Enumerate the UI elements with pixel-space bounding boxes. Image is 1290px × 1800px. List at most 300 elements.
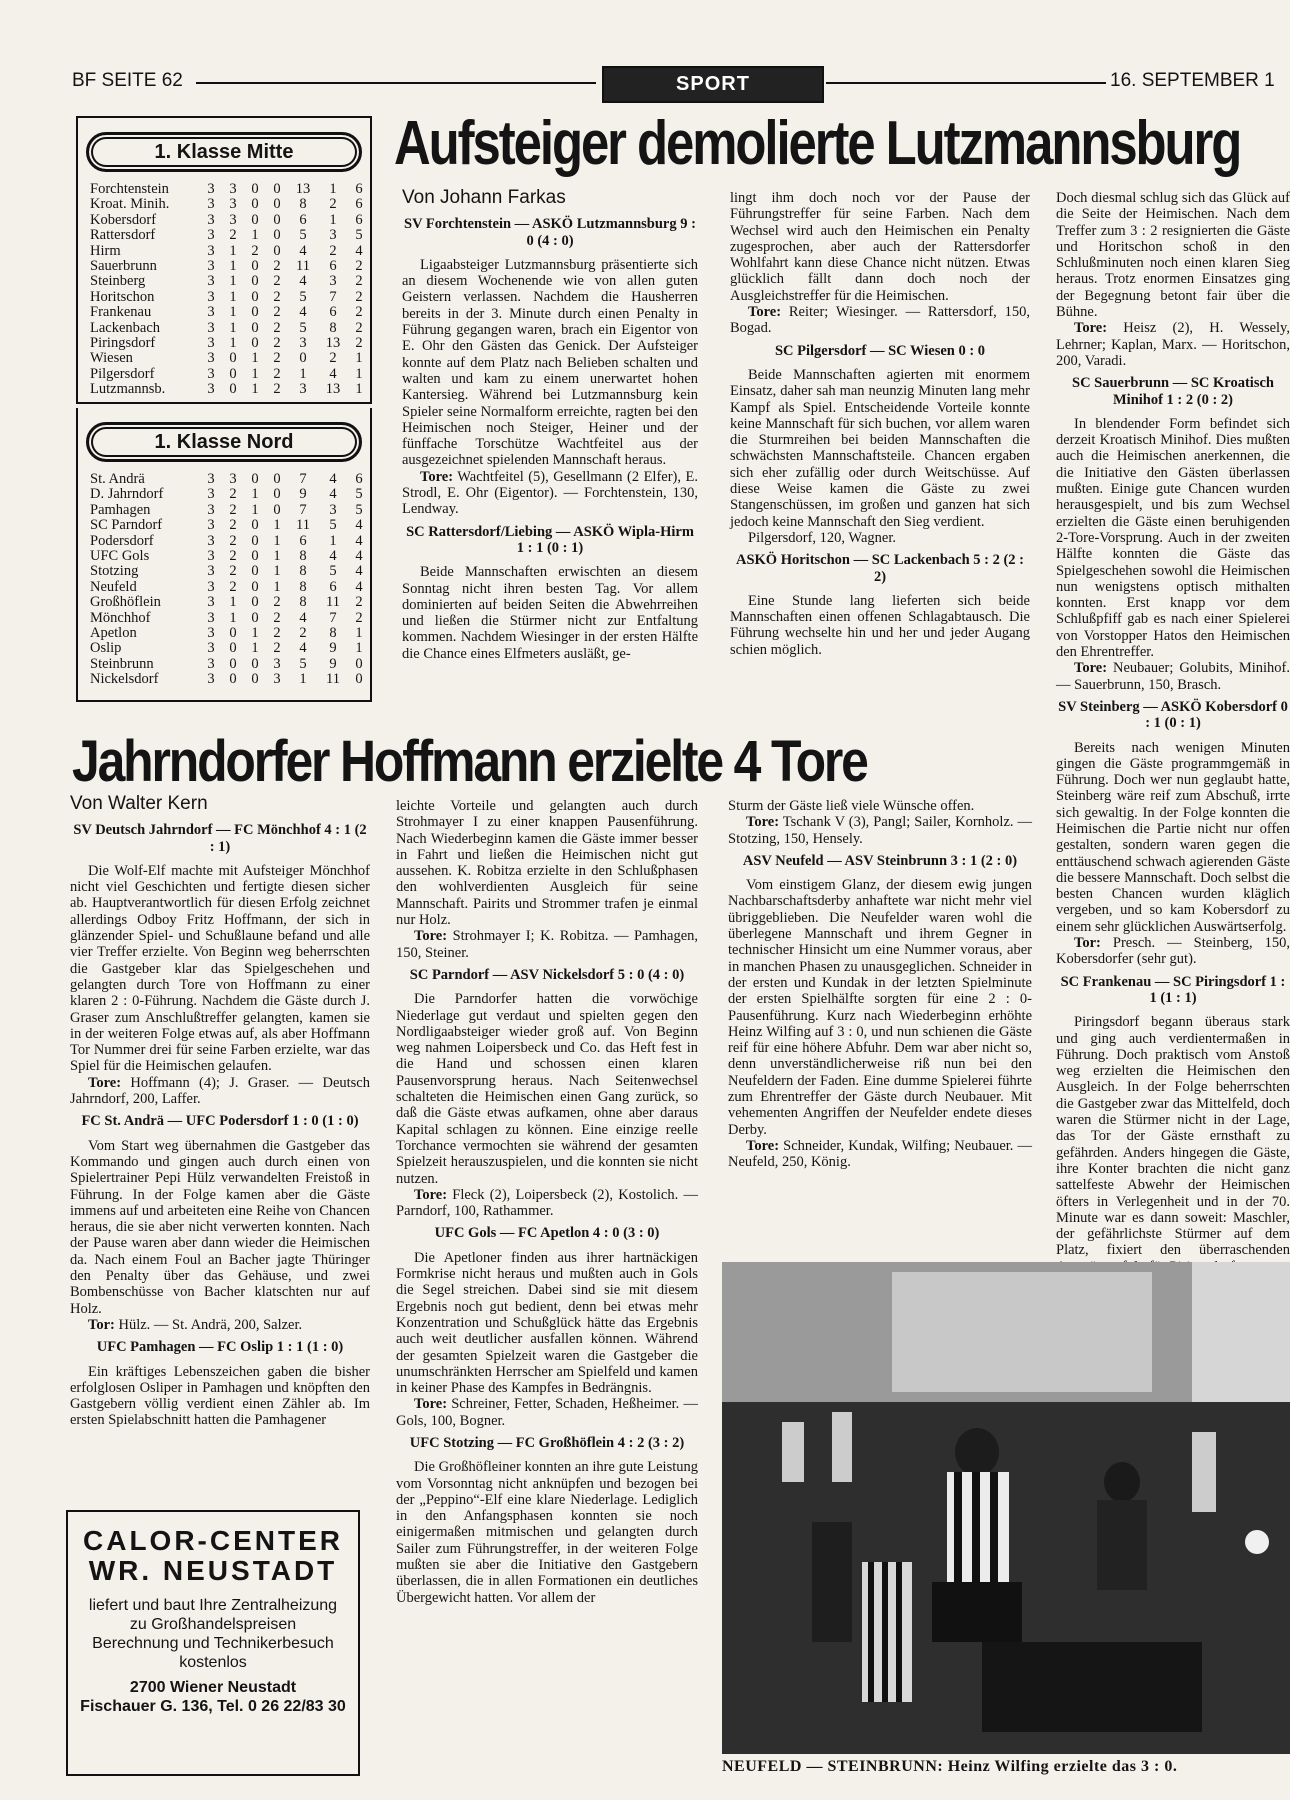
stat-cell: 2 [229,517,237,534]
stat-cell: 11 [296,517,310,534]
stat-cell: 0 [251,532,259,549]
stat-cell: 4 [299,273,307,290]
article1-column-2 [730,190,1030,658]
stat-cell: 1 [355,365,363,382]
stat-cell: 2 [273,365,281,382]
section-label: SPORT [602,66,824,103]
stat-cell: 1 [329,532,337,549]
stat-cell: 2 [273,609,281,626]
stat-cell: 2 [355,304,363,321]
team-name: Kobersdorf [90,211,157,228]
stat-cell: 6 [355,211,363,228]
byline-farkas: Von Johann Farkas [402,187,566,208]
ad-subtitle: WR. NEUSTADT [88,1555,338,1586]
team-name: Wiesen [90,350,133,367]
stat-cell: 13 [325,335,341,352]
stat-cell: 1 [229,288,237,305]
table-row [90,244,370,259]
stat-cell: 3 [329,227,337,244]
scorers-line: Tore: Tschank V (3), Pangl; Sailer, Kornholz. — Stotzing, 150, Hensely. [728,814,1032,847]
match-heading: ASKÖ Horitschon — SC Lackenbach 5 : 2 (2 : 2) [735,552,1024,585]
article2-column-1 [70,793,370,1429]
stat-cell: 4 [355,532,363,549]
table-row [90,564,370,579]
stat-cell: 0 [251,181,259,197]
stat-cell: 1 [273,548,281,565]
stat-cell: 1 [273,578,281,595]
stat-cell: 0 [251,211,259,228]
stat-cell: 5 [299,655,307,672]
team-name: Großhöflein [90,594,161,611]
standings-nord-title: 1. Klasse Nord [86,422,362,462]
match-heading: UFC Gols — FC Apetlon 4 : 0 (3 : 0) [434,1225,660,1242]
stat-cell: 1 [251,625,259,642]
stat-cell: 4 [299,304,307,321]
stat-cell: 8 [299,563,307,580]
stat-cell: 3 [207,181,215,197]
table-row [90,472,370,487]
stat-cell: 3 [207,211,215,228]
table-row [90,197,370,212]
scorers-line: Tore: Wachtfeitel (5), Gesellmann (2 Elfer), E. Strodl, E. Ohr (Eigentor). — Forchtenstein, 130, Lendway. [402,468,698,518]
table-row [90,641,370,656]
team-name: Forchtenstein [90,181,169,197]
table-row [90,182,370,197]
football-scene-image [722,1262,1290,1754]
stat-cell: 2 [355,335,363,352]
stat-cell: 2 [273,273,281,290]
stat-cell: 1 [229,335,237,352]
stat-cell: 3 [207,319,215,336]
stat-cell: 1 [299,365,307,382]
stat-cell: 2 [355,594,363,611]
stat-cell: 0 [251,196,259,213]
stat-cell: 0 [251,578,259,595]
stat-cell: 1 [251,227,259,244]
stat-cell: 0 [251,319,259,336]
ad-text: Berechnung und Technikerbesuch [92,1635,334,1652]
stat-cell: 0 [299,350,307,367]
stat-cell: 2 [329,242,337,259]
match-report: Die Wolf-Elf machte mit Aufsteiger Mönchhof nicht viel Geschichten und fertigte diesen sicher ab. Hauptverantwortlich für diesen Erfolg zeichnet allerdings Odboy Fritz Hoffmann, der sich in glänzender Spiel- und Schußlaune befand und alle vier Treffer erzielte. Von Beginn weg beherrschten die Gastgeber klar das Spielgeschehen und gelangten durch Tore von Hoffmann zu einer klaren 2 : 0-Führung. Nachdem die Gäste durch J. Graser zum Anschlußtreffer gelangten, kamen sie in der weiteren Folge etwas auf, als aber Hoffmann Tor Nummer drei für seine Farben erzielte, war das Spiel für die Heimischen gelaufen. [70,862,370,1075]
stat-cell: 0 [251,288,259,305]
stat-cell: 1 [329,181,337,197]
stat-cell: 2 [229,501,237,518]
stat-cell: 3 [207,242,215,259]
scorers-line: Tor: Hülz. — St. Andrä, 200, Salzer. [88,1316,303,1333]
stat-cell: 2 [355,258,363,275]
stat-cell: 0 [355,671,363,688]
stat-cell: 0 [273,196,281,213]
stat-cell: 2 [355,609,363,626]
match-report: Vom einstigem Glanz, der diesem ewig jungen Nachbarschaftsderby anhaftete war nicht mehr viel übriggeblieben. Die Neufelder waren wohl die überlegene Mannschaft und ihrem Gegner in technischer Hinsicht um eine Nummer voraus, aber in manchen Phasen zu unausgeglichen. Schneider in der ersten und Kundak in der letzten Spielminute der ersten Spielhälfte sorgten für eine 2 : 0-Pausenführung. Kurz nach Wiederbeginn erhöhte Heinz Wilfing auf 3 : 0, und nun schienen die Gäste reif für eine höhere Abfuhr. Dem war aber nicht so, denn unverständlicherweise riß nun bei den Neufeldern der Faden. Eine dumme Spielerei führte zum Ehrentreffer der Gäste durch Neubauer. Mit vehementen Angriffen der Neufelder endete dieses Derby. [728,877,1032,1138]
stat-cell: 3 [273,655,281,672]
stat-cell: 2 [229,548,237,565]
stat-cell: 1 [273,563,281,580]
stat-cell: 0 [251,335,259,352]
article2-column-3 [728,798,1032,1171]
table-row [90,487,370,502]
ad-text: liefert und baut Ihre Zentralheizung [88,1597,338,1614]
stat-cell: 0 [251,304,259,321]
scorers-line: Tore: Schreiner, Fetter, Schaden, Heßheimer. — Gols, 100, Bogner. [396,1396,698,1429]
stat-cell: 11 [326,594,340,611]
match-heading: ASV Neufeld — ASV Steinbrunn 3 : 1 (2 : 0) [742,852,1018,869]
standings-mitte [76,116,372,404]
photo-caption: NEUFELD — STEINBRUNN: Heinz Wilfing erzielte das 3 : 0. [722,1758,1178,1775]
stat-cell: 1 [251,381,259,398]
scorers-line: Tore: Schneider, Kundak, Wilfing; Neubauer. — Neufeld, 250, König. [728,1137,1032,1171]
table-row [90,228,370,243]
stat-cell: 5 [329,517,337,534]
stat-cell: 8 [299,578,307,595]
stat-cell: 3 [229,471,237,487]
stat-cell: 7 [329,609,337,626]
stat-cell: 2 [229,532,237,549]
match-heading: SC Pilgersdorf — SC Wiesen 0 : 0 [774,342,986,359]
stat-cell: 3 [207,563,215,580]
match-heading: SV Forchtenstein — ASKÖ Lutzmannsburg 9 : 0 (4 : 0) [404,216,696,249]
stat-cell: 1 [229,594,237,611]
stat-cell: 0 [251,548,259,565]
match-report: In blendender Form befindet sich derzeit Kroatisch Minihof. Dies mußten auch die Heimischen anerkennen, die die Initiative den Gästen überlassen mußten. Einige gute Chancen wurden herausgespielt, und bis zum Wechsel erzielten die Gäste einen beruhigenden 2-Tore-Vorsprung. Auch in der zweiten Hälfte konnten die Gäste das Spielgeschehen sowohl die Heimischen nun wenigstens optisch mithalten konnten. Erst knapp vor dem Schlußpfiff gab es nach einer Spielerei von Vorstopper Hatos den Heimischen den Ehrentreffer. [1056,415,1290,661]
stat-cell: 2 [273,640,281,657]
stat-cell: 1 [229,304,237,321]
stat-cell: 3 [299,335,307,352]
table-row [90,549,370,564]
stat-cell: 0 [355,655,363,672]
stat-cell: 3 [207,548,215,565]
page-number: BF SEITE 62 [72,70,183,91]
table-row [90,672,370,687]
scorers-line: Tore: Fleck (2), Loipersbeck (2), Kostolich. — Parndorf, 100, Rathammer. [396,1186,698,1220]
table-row [90,290,370,305]
match-report: Beide Mannschaften agierten mit enormem Einsatz, daher sah man neunzig Minuten lang mehr Kampf als Spiel. Entscheidende Vorteile konnte keine Mannschaft für sich buchen, vor allem waren die Sturmreihen bei beiden Mannschaften die schwächsten Mannschaftsteile. Chancen ergaben sich eher zufällig oder durch Weitschüsse. Auf diese Weise kamen die Gäste zu zwei Stangenschüssen, im großen und ganzen hat sich jedoch keine Mannschaft den Sieg verdient. [730,366,1030,530]
stat-cell: 3 [207,578,215,595]
stat-cell: 4 [329,471,337,487]
stat-cell: 1 [251,501,259,518]
stat-cell: 1 [355,625,363,642]
team-name: Hirm [90,242,121,259]
stat-cell: 6 [329,258,337,275]
stat-cell: 3 [207,288,215,305]
stat-cell: 3 [273,671,281,688]
stat-cell: 3 [207,258,215,275]
stat-cell: 3 [229,211,237,228]
team-name: SC Parndorf [90,517,163,534]
stat-cell: 8 [329,625,337,642]
stat-cell: 2 [299,625,307,642]
stat-cell: 1 [355,640,363,657]
stat-cell: 2 [229,227,237,244]
stat-cell: 5 [299,288,307,305]
team-name: Steinberg [90,273,146,290]
table-row [90,580,370,595]
stat-cell: 3 [207,196,215,213]
match-heading: SC Rattersdorf/Liebing — ASKÖ Wipla-Hirm 1 : 1 (0 : 1) [406,523,694,556]
stat-cell: 7 [329,288,337,305]
stat-cell: 1 [251,640,259,657]
stat-cell: 0 [273,501,281,518]
match-heading: SC Parndorf — ASV Nickelsdorf 5 : 0 (4 : 0) [409,966,685,983]
stat-cell: 1 [251,486,259,503]
stat-cell: 4 [355,242,363,259]
team-name: Apetlon [90,625,137,642]
stat-cell: 1 [229,258,237,275]
stat-cell: 2 [273,335,281,352]
stat-cell: 1 [229,609,237,626]
stat-cell: 4 [355,563,363,580]
stat-cell: 3 [207,486,215,503]
article1-column-1 [402,187,698,662]
stat-cell: 3 [329,501,337,518]
team-name: Rattersdorf [90,227,156,244]
stat-cell: 3 [207,671,215,688]
match-heading: FC St. Andrä — UFC Podersdorf 1 : 0 (1 : 0) [81,1113,359,1130]
team-name: Horitschon [90,288,155,305]
team-name: Kroat. Minih. [90,196,170,213]
stat-cell: 0 [251,563,259,580]
table-row [90,213,370,228]
scorers-line: Tore: Hoffmann (4); J. Graser. — Deutsch Jahrndorf, 200, Laffer. [70,1074,370,1108]
stat-cell: 3 [207,655,215,672]
match-photo [722,1262,1290,1754]
stat-cell: 6 [299,211,307,228]
stat-cell: 3 [207,273,215,290]
match-heading: SV Steinberg — ASKÖ Kobersdorf 0 : 1 (0 : 1) [1058,698,1288,732]
match-heading: UFC Pamhagen — FC Oslip 1 : 1 (1 : 0) [96,1339,344,1356]
stat-cell: 11 [296,258,310,275]
stat-cell: 2 [273,381,281,398]
stat-cell: 6 [355,471,363,487]
stat-cell: 3 [207,625,215,642]
team-name: Podersdorf [90,532,154,549]
stat-cell: 3 [207,350,215,367]
stat-cell: 3 [207,501,215,518]
stat-cell: 3 [207,609,215,626]
header-rule-right [826,82,1106,84]
stat-cell: 2 [355,273,363,290]
stat-cell: 8 [329,319,337,336]
stat-cell: 1 [273,532,281,549]
stat-cell: 1 [229,273,237,290]
standings-mitte-title: 1. Klasse Mitte [86,132,362,172]
match-report: Vom Start weg übernahmen die Gastgeber das Kommando und gingen auch durch einen von Spielertrainer Pepi Hülz verwandelten Freistoß in Führung. In der Folge kamen aber die Gäste immens auf und arbeiteten eine Reihe von Chancen heraus, die sie aber nicht verwerten konnten. Nach der Pause waren aber dann wieder die Heimischen da. Nach einem Foul an Bacher jagte Thüringer den Penalty über das Gehäuse, und zwei Bombenschüsse von Bacher klatschten nur auf Holz. [70,1137,370,1317]
match-heading: SC Frankenau — SC Piringsdorf 1 : 1 (1 : 1) [1060,973,1286,1006]
stat-cell: 0 [229,640,237,657]
stat-cell: 0 [229,655,237,672]
team-name: St. Andrä [90,471,145,487]
table-row [90,351,370,366]
stat-cell: 2 [329,350,337,367]
headline-hoffmann: Jahrndorfer Hoffmann erzielte 4 Tore [72,729,867,794]
article1-column-3 [1056,190,1290,1262]
match-heading: SV Deutsch Jahrndorf — FC Mönchhof 4 : 1 (2 : 1) [73,822,367,855]
stat-cell: 11 [326,671,340,688]
team-name: Piringsdorf [90,335,156,352]
advertisement-calor-center [66,1510,360,1776]
stat-cell: 0 [251,609,259,626]
stat-cell: 6 [329,304,337,321]
ad-text: zu Großhandelspreisen [129,1616,297,1633]
stat-cell: 5 [355,227,363,244]
match-heading: UFC Stotzing — FC Großhöflein 4 : 2 (3 : 2) [409,1434,685,1451]
stat-cell: 0 [251,655,259,672]
stat-cell: 0 [273,211,281,228]
stat-cell: 2 [273,319,281,336]
table-row [90,336,370,351]
team-name: D. Jahrndorf [90,486,164,503]
standings-nord [76,408,372,702]
stat-cell: 0 [229,625,237,642]
stat-cell: 2 [273,350,281,367]
stat-cell: 4 [329,365,337,382]
table-row [90,518,370,533]
stat-cell: 0 [251,273,259,290]
stat-cell: 1 [355,381,363,398]
match-report: Sturm der Gäste ließ viele Wünsche offen. [728,798,975,814]
ad-title: CALOR-CENTER [83,1525,343,1556]
stat-cell: 9 [299,486,307,503]
stat-cell: 2 [251,242,259,259]
table-row [90,305,370,320]
match-report: Doch diesmal schlug sich das Glück auf die Seite der Heimischen. Nach dem Treffer zum 3 : 2 resignierten die Gäste und Horitschon schoß in den Schlußminuten noch einen klaren Sieg heraus. Trotz enormen Einsatzes ging der Begegnung betont fair über die Bühne. [1056,190,1290,321]
header-rule-left [196,82,596,84]
stat-cell: 0 [273,227,281,244]
match-report: Ligaabsteiger Lutzmannsburg präsentierte sich an diesem Wochenende wie von allen guten Geistern verlassen. Nachdem die Hausherren bereits in der 3. Minute durch einen Penalty in Führung gegangen waren, brach ein Eigentor von E. Ohr den Gästen das Genick. Der Aufsteiger konnte auf dem Platz nach Belieben schalten und walten und kam zu einem unerwartet hohen Kantersieg. Während bei Lutzmannsburg kein Spieler seine Normalform erreichte, ragten bei den Heimischen noch Steiger, Heiner und der fünffache Torschütze Wachtfeitel aus der ausgezeichnet spielenden Mannschaft heraus. [402,256,698,469]
team-name: UFC Gols [90,548,150,565]
scorers-line: Tor: Presch. — Steinberg, 150, Kobersdorfer (sehr gut). [1056,935,1290,968]
table-row [90,503,370,518]
match-report: Pilgersdorf, 120, Wagner. [748,529,896,546]
article2-column-2 [396,798,698,1606]
stat-cell: 4 [355,517,363,534]
stat-cell: 0 [229,381,237,398]
stat-cell: 3 [207,517,215,534]
stat-cell: 1 [229,319,237,336]
stat-cell: 2 [229,578,237,595]
scorers-line: Tore: Strohmayer I; K. Robitza. — Pamhagen, 150, Steiner. [396,928,699,961]
ad-address: 2700 Wiener Neustadt [129,1679,297,1696]
stat-cell: 3 [207,227,215,244]
match-report: Beide Mannschaften erwischten an diesem Sonntag nicht ihren besten Tag. Vor allem dominierten auf beiden Seiten die Abwehrreihen und ließen die Stürmer nicht zur Entfaltung kommen. Nachdem Wiesinger in der ersten Hälfte die Chance eines Elfmeters ausläßt, ge- [402,564,698,662]
stat-cell: 0 [251,471,259,487]
stat-cell: 2 [355,319,363,336]
stat-cell: 6 [299,532,307,549]
stat-cell: 3 [207,532,215,549]
table-row [90,534,370,549]
team-name: Frankenau [90,304,152,321]
stat-cell: 1 [251,365,259,382]
table-row [90,611,370,626]
scorers-line: Tore: Neubauer; Golubits, Minihof. — Sauerbrunn, 150, Brasch. [1056,660,1290,693]
ad-phone: Fischauer G. 136, Tel. 0 26 22/83 30 [80,1698,346,1715]
team-name: Sauerbrunn [90,258,157,275]
team-name: Mönchhof [90,609,151,626]
stat-cell: 0 [229,671,237,688]
stat-cell: 3 [329,273,337,290]
team-name: Pilgersdorf [90,365,155,382]
match-heading: SC Sauerbrunn — SC Kroatisch Minihof 1 : 2 (0 : 2) [1072,375,1274,408]
match-report: Eine Stunde lang lieferten sich beide Mannschaften einen offenen Schlagabtausch. Die Führung wechselte hin und her und jeder Augang schien möglich. [730,592,1030,658]
stat-cell: 5 [299,319,307,336]
team-name: Lutzmannsb. [90,381,166,398]
stat-cell: 2 [229,563,237,580]
stat-cell: 3 [207,365,215,382]
team-name: Pamhagen [90,501,151,518]
stat-cell: 3 [207,335,215,352]
stat-cell: 2 [273,288,281,305]
stat-cell: 2 [273,258,281,275]
issue-date: 16. SEPTEMBER 1 [1110,70,1275,91]
stat-cell: 8 [299,196,307,213]
match-report: Ein kräftiges Lebenszeichen gaben die bisher erfolglosen Osliper in Pamhagen und knöpften den Gastgebern völlig verdient einen Zähler ab. Im ersten Spielabschnitt hatten die Pamhagener [70,1363,370,1429]
stat-cell: 7 [299,471,307,487]
scorers-line: Tore: Heisz (2), H. Wessely, Lehrner; Kaplan, Marx. — Horitschon, 200, Varadi. [1056,320,1290,369]
table-row [90,367,370,382]
stat-cell: 5 [355,501,363,518]
ad-text: kostenlos [179,1654,247,1671]
stat-cell: 8 [299,594,307,611]
stat-cell: 0 [251,517,259,534]
stat-cell: 5 [355,486,363,503]
stat-cell: 5 [329,563,337,580]
scorers-line: Tore: Reiter; Wiesinger. — Rattersdorf, 150, Bogad. [730,304,1030,337]
team-name: Neufeld [90,578,137,595]
stat-cell: 4 [299,609,307,626]
stat-cell: 13 [325,381,341,398]
stat-cell: 3 [207,471,215,487]
stat-cell: 4 [299,640,307,657]
stat-cell: 1 [299,671,307,688]
match-report: Die Großhöfleiner konnten an ihre gute Leistung vom Vorsonntag nicht anknüpfen und bezogen bei der „Peppino“-Elf eine klare Niederlage. Lediglich in den Anfangsphasen konnten sie noch einigermaßen mitmischen und gelangten durch Sailer zum Führungstreffer, in der weiteren Folge mußten sie aber die Initiative den Gastgebern überlassen, die in allen Formationen ein deutliches Übergewicht hatten. Vor allem der [396,1459,698,1606]
match-report: lingt ihm doch noch vor der Pause der Führungstreffer für seine Farben. Nach dem Wechsel wird auch den Heimischen ein Penalty zugesprochen, aber auch der Rattersdorfer Wohlfahrt kann diese Chance nicht nützen. Etwas glücklich fällt dann doch noch der Ausgleichstreffer für die Heimischen. [730,190,1030,304]
stat-cell: 0 [251,258,259,275]
stat-cell: 5 [299,227,307,244]
stat-cell: 1 [251,350,259,367]
standings-mitte-table [90,182,370,398]
stat-cell: 4 [355,578,363,595]
stat-cell: 1 [355,350,363,367]
table-row [90,626,370,641]
stat-cell: 0 [273,486,281,503]
team-name: Nickelsdorf [90,671,159,688]
stat-cell: 2 [355,288,363,305]
table-row [90,595,370,610]
stat-cell: 2 [273,625,281,642]
team-name: Steinbrunn [90,655,154,672]
standings-nord-table [90,472,370,688]
table-row [90,657,370,672]
stat-cell: 4 [329,486,337,503]
stat-cell: 0 [273,181,281,197]
stat-cell: 1 [329,211,337,228]
stat-cell: 3 [299,381,307,398]
match-report: Bereits nach wenigen Minuten gingen die Gäste programmgemäß in Führung. Doch wer nun geglaubt hatte, Steinberg wäre reif zum Abschuß, irrte sich gewaltig. In der Folge konnten die Heimischen die Partie nicht nur offen gestalten, sondern waren gegen die enttäuschend schwach agierenden Gäste die bessere Mannschaft. Doch selbst die besten Chancen wurden kläglich vergeben, und so kam Kobersdorf zu einem sehr glücklichen Auswärtserfolg. [1056,739,1290,935]
stat-cell: 2 [273,304,281,321]
stat-cell: 1 [229,242,237,259]
stat-cell: 3 [207,381,215,398]
stat-cell: 3 [229,181,237,197]
stat-cell: 3 [207,594,215,611]
stat-cell: 1 [273,517,281,534]
team-name: Stotzing [90,563,139,580]
stat-cell: 3 [207,640,215,657]
team-name: Lackenbach [90,319,161,336]
table-row [90,274,370,289]
headline-aufsteiger: Aufsteiger demolierte Lutzmannsburg [394,109,1241,178]
stat-cell: 0 [229,365,237,382]
